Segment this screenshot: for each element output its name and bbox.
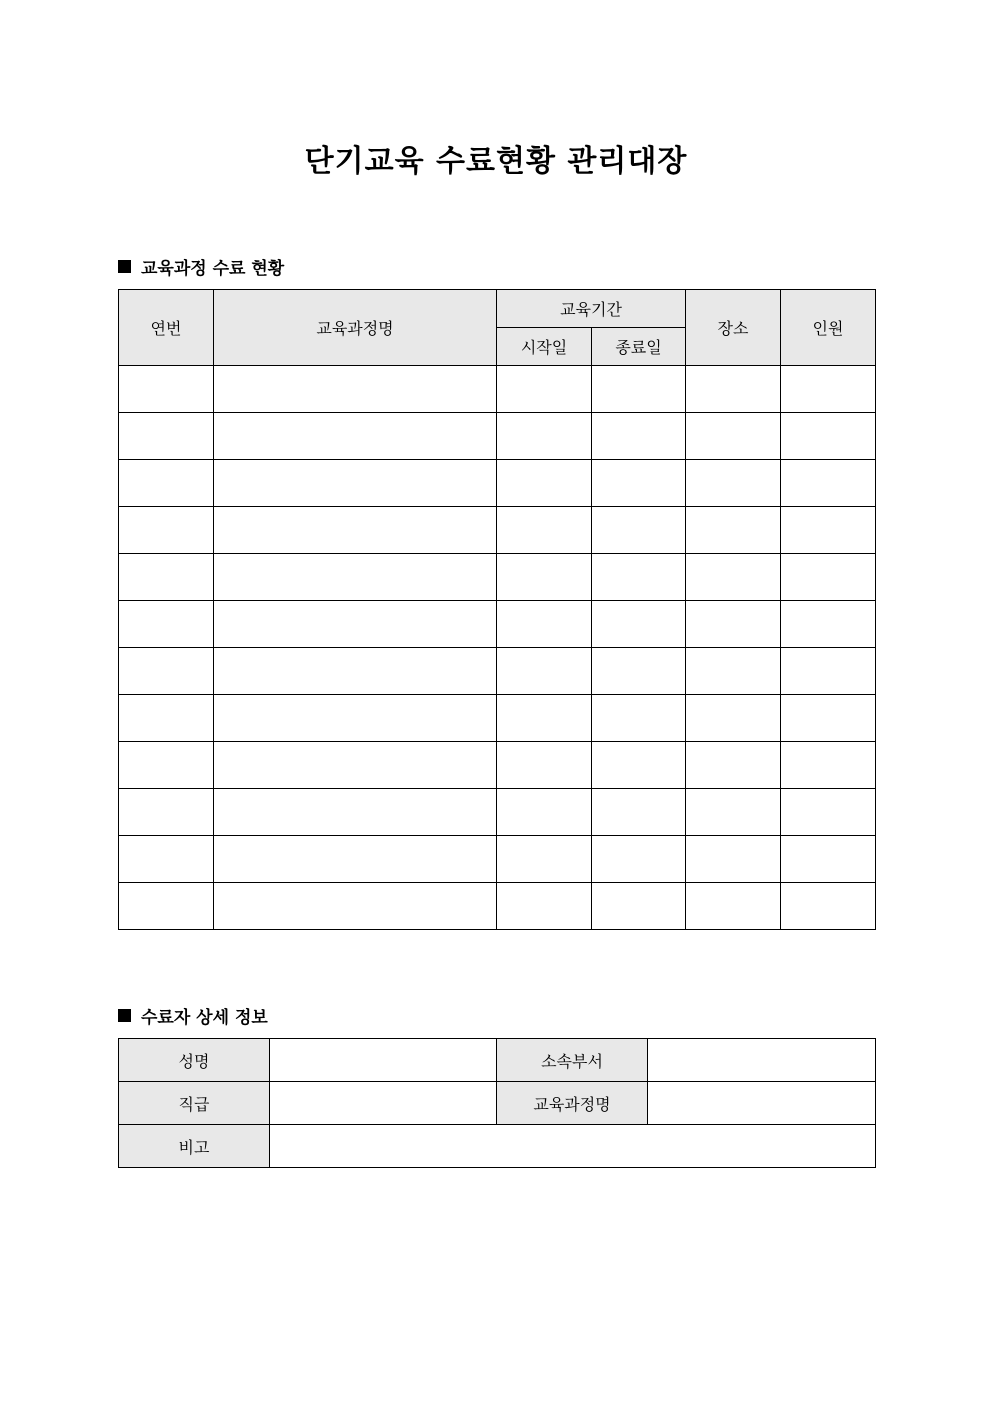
cell-location[interactable]	[686, 507, 781, 554]
section-heading-graduate-details	[118, 1003, 268, 1028]
cell-no[interactable]	[119, 413, 214, 460]
cell-no[interactable]	[119, 789, 214, 836]
cell-headcount[interactable]	[781, 742, 876, 789]
header-course-name: 교육과정명	[214, 290, 497, 366]
cell-location[interactable]	[686, 789, 781, 836]
cell-location[interactable]	[686, 695, 781, 742]
cell-headcount[interactable]	[781, 460, 876, 507]
value-course-name[interactable]	[648, 1082, 876, 1125]
header-start-date: 시작일	[497, 328, 592, 366]
cell-headcount[interactable]	[781, 366, 876, 413]
square-bullet-icon	[118, 260, 131, 273]
cell-location[interactable]	[686, 366, 781, 413]
cell-no[interactable]	[119, 648, 214, 695]
cell-start-date[interactable]	[497, 883, 592, 930]
cell-end-date[interactable]	[592, 601, 686, 648]
cell-location[interactable]	[686, 742, 781, 789]
header-period: 교육기간	[497, 290, 686, 328]
cell-course-name[interactable]	[214, 648, 497, 695]
cell-start-date[interactable]	[497, 648, 592, 695]
cell-end-date[interactable]	[592, 413, 686, 460]
cell-end-date[interactable]	[592, 695, 686, 742]
cell-headcount[interactable]	[781, 413, 876, 460]
page-title: 단기교육 수료현황 관리대장	[304, 144, 688, 179]
cell-no[interactable]	[119, 742, 214, 789]
cell-course-name[interactable]	[214, 601, 497, 648]
cell-course-name[interactable]	[214, 554, 497, 601]
cell-headcount[interactable]	[781, 695, 876, 742]
cell-start-date[interactable]	[497, 413, 592, 460]
cell-location[interactable]	[686, 601, 781, 648]
cell-course-name[interactable]	[214, 695, 497, 742]
header-headcount: 인원	[781, 290, 876, 366]
cell-no[interactable]	[119, 601, 214, 648]
cell-no[interactable]	[119, 695, 214, 742]
table-row	[119, 460, 876, 507]
cell-start-date[interactable]	[497, 601, 592, 648]
cell-location[interactable]	[686, 554, 781, 601]
cell-location[interactable]	[686, 648, 781, 695]
cell-start-date[interactable]	[497, 695, 592, 742]
square-bullet-icon	[118, 1009, 131, 1022]
header-location: 장소	[686, 290, 781, 366]
cell-start-date[interactable]	[497, 554, 592, 601]
cell-course-name[interactable]	[214, 836, 497, 883]
cell-no[interactable]	[119, 883, 214, 930]
cell-start-date[interactable]	[497, 789, 592, 836]
table-row	[119, 366, 876, 413]
cell-headcount[interactable]	[781, 507, 876, 554]
cell-end-date[interactable]	[592, 648, 686, 695]
table-row	[119, 742, 876, 789]
cell-no[interactable]	[119, 836, 214, 883]
table-row	[119, 695, 876, 742]
section-heading-label: 수료자 상세 정보	[141, 1008, 268, 1028]
table-row	[119, 601, 876, 648]
label-department: 소속부서	[497, 1039, 648, 1082]
table-row	[119, 1125, 876, 1168]
value-remarks[interactable]	[270, 1125, 876, 1168]
cell-course-name[interactable]	[214, 742, 497, 789]
cell-end-date[interactable]	[592, 836, 686, 883]
value-position[interactable]	[270, 1082, 497, 1125]
cell-location[interactable]	[686, 836, 781, 883]
table-row	[119, 883, 876, 930]
cell-end-date[interactable]	[592, 742, 686, 789]
cell-headcount[interactable]	[781, 648, 876, 695]
table-row	[119, 648, 876, 695]
cell-end-date[interactable]	[592, 789, 686, 836]
cell-end-date[interactable]	[592, 554, 686, 601]
cell-headcount[interactable]	[781, 601, 876, 648]
cell-course-name[interactable]	[214, 460, 497, 507]
cell-location[interactable]	[686, 413, 781, 460]
cell-end-date[interactable]	[592, 460, 686, 507]
cell-no[interactable]	[119, 366, 214, 413]
cell-location[interactable]	[686, 883, 781, 930]
cell-end-date[interactable]	[592, 883, 686, 930]
table-row	[119, 507, 876, 554]
cell-course-name[interactable]	[214, 413, 497, 460]
cell-start-date[interactable]	[497, 507, 592, 554]
header-end-date: 종료일	[592, 328, 686, 366]
table-row	[119, 1082, 876, 1125]
cell-start-date[interactable]	[497, 366, 592, 413]
cell-start-date[interactable]	[497, 460, 592, 507]
section-heading-label: 교육과정 수료 현황	[141, 259, 285, 279]
value-department[interactable]	[648, 1039, 876, 1082]
table-row	[119, 836, 876, 883]
section-heading-course-status	[118, 254, 284, 279]
table-row	[119, 1039, 876, 1082]
cell-end-date[interactable]	[592, 507, 686, 554]
table-row	[119, 554, 876, 601]
label-name: 성명	[119, 1039, 270, 1082]
cell-location[interactable]	[686, 460, 781, 507]
cell-start-date[interactable]	[497, 742, 592, 789]
course-status-table	[118, 289, 876, 930]
label-course-name: 교육과정명	[497, 1082, 648, 1125]
cell-headcount[interactable]	[781, 883, 876, 930]
header-no: 연번	[119, 290, 214, 366]
cell-headcount[interactable]	[781, 789, 876, 836]
cell-course-name[interactable]	[214, 789, 497, 836]
cell-end-date[interactable]	[592, 366, 686, 413]
cell-start-date[interactable]	[497, 836, 592, 883]
label-position: 직급	[119, 1082, 270, 1125]
table-row	[119, 413, 876, 460]
cell-course-name[interactable]	[214, 507, 497, 554]
cell-headcount[interactable]	[781, 836, 876, 883]
label-remarks: 비고	[119, 1125, 270, 1168]
cell-no[interactable]	[119, 460, 214, 507]
cell-no[interactable]	[119, 554, 214, 601]
cell-course-name[interactable]	[214, 883, 497, 930]
cell-course-name[interactable]	[214, 366, 497, 413]
value-name[interactable]	[270, 1039, 497, 1082]
graduate-detail-table	[118, 1038, 876, 1168]
cell-no[interactable]	[119, 507, 214, 554]
table-row	[119, 789, 876, 836]
cell-headcount[interactable]	[781, 554, 876, 601]
